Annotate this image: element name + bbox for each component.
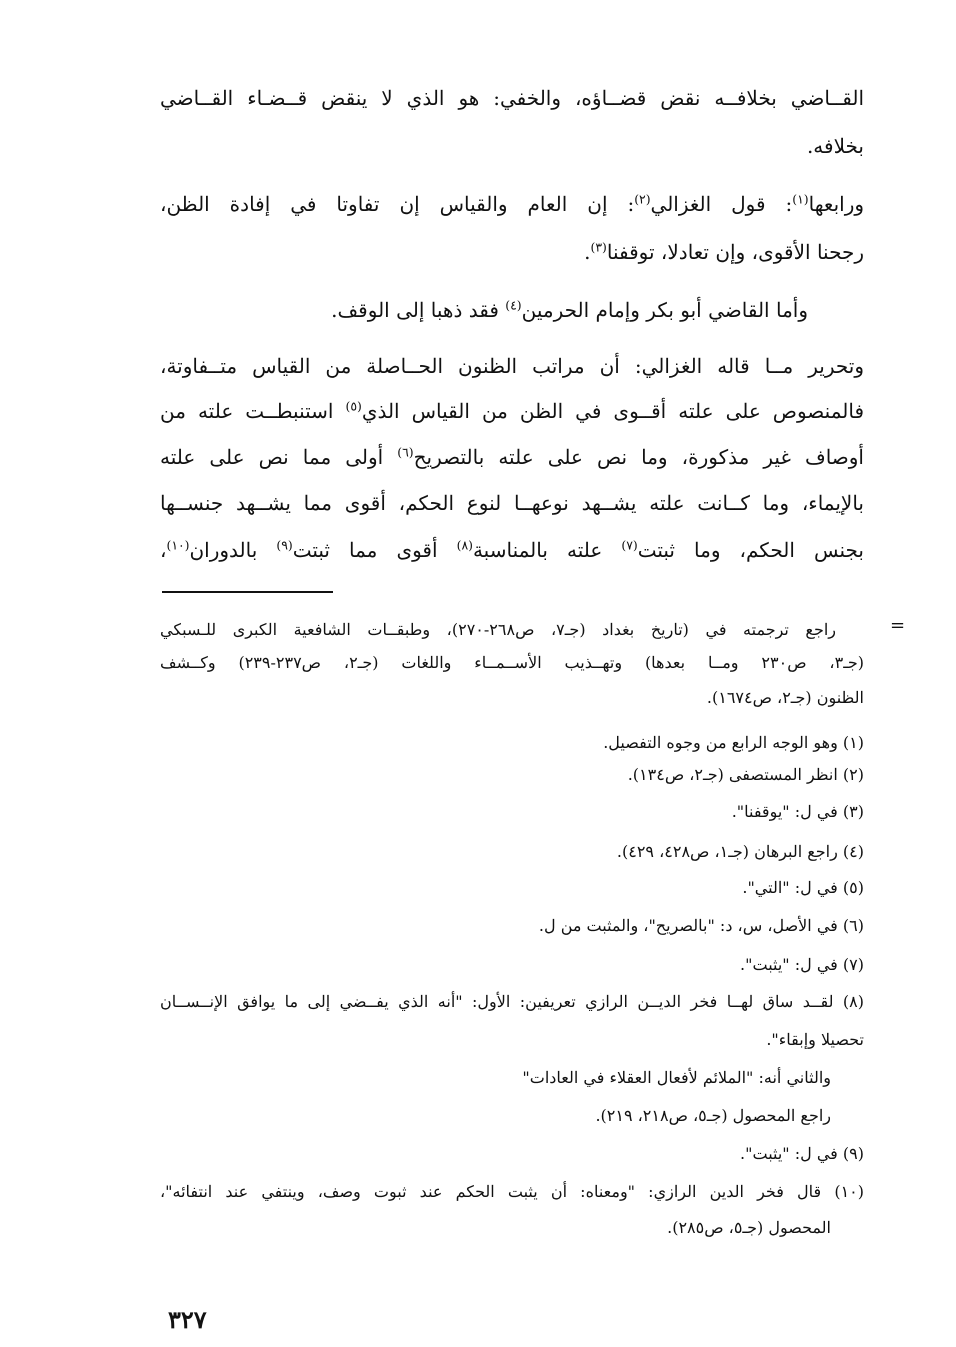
body-line-7: فالمنصوص على علته أقــوى في الظن من القياس الذي$^{(٥)}$ استنبطــت علته من [160,398,864,423]
footnote-ref: (٤) [505,297,522,313]
footnote-9: (٩) في ل: "يثبت". [740,1144,864,1163]
footnote-8: (٨) لقــد ساق لهــا فخر الديــن الرازي تعريفين: الأول: "أنه الذي يفــضي إلى ما يوافق الإنــســان [160,992,864,1011]
footnote-ref: (٢) [634,191,651,207]
footnote-4: (٤) راجع البرهان (جـ١، ص٤٢٨، ٤٢٩). [616,842,864,861]
footnote-line: الظنون (جـ٢، ص١٦٧٤). [706,688,864,707]
body-line-5: وأما القاضي أبو بكر وإمام الحرمين$^{(٤)}$ فقد ذهبا إلى الوقف. [331,297,808,322]
body-line-1: القــاضي بخلافــه نقض قضــاؤه، والخفي: هو الذي لا ينقض قــضـاء القــاضي [160,86,864,110]
footnote-10: (١٠) قال فخر الدين الرازي: "ومعناه: أن يثبت الحكم عند ثبوت وصف، وينتفي عند انتفائه"، [160,1182,864,1201]
body-line-8: أوصاف غير مذكورة، وما نص على علته بالتصريح$^{(٦)}$ أولى مما نص على علته [160,444,864,469]
body-line-6: وتحرير مــا قاله الغزالي: أن مراتب الظنون الحــاصلة من القياس متــفاوتة، [160,354,864,378]
footnote-7: (٧) في ل: "يثبت". [740,955,864,974]
footnote-8-source: راجع المحصول (جـ٥، ص٢١٨، ٢١٩). [595,1106,831,1125]
footnote-ref: (٩) [276,537,293,553]
body-line-4: رجحنا الأقوى، وإن تعادلا، توقفنا$^{(٣)}$. [584,239,864,264]
body-line-9: بالإيماء، وما كــانت علته يشــهد نوعهــا لنوع الحكم، أقوى مما يشــهد جنســها [160,491,864,515]
footnote-1: (١) وهو الوجه الرابع من وجوه التفصيل. [603,733,864,752]
footnote-ref: (٣) [590,239,607,255]
body-line-2: بخلافه. [806,134,864,158]
continuation-mark: = [890,615,906,636]
footnote-line: (جـ٣، ص٢٣٠ ومــا بعدها) وتهــذيب الأســمــاء واللغات (جـ٢، ص٢٣٧-٢٣٩) وكــشف [160,653,864,672]
page-number: ٣٢٧ [168,1305,207,1334]
footnote-ref: (٧) [621,537,638,553]
footnote-ref: (٥) [345,398,362,414]
body-line-3: ورابعها$^{(١)}$: قول الغزالي$^{(٢)}$: إن العام والقياس إن تفاوتا في إفادة الظن، [160,191,864,216]
body-line-10: بجنس الحكم، وما ثبتت$^{(٧)}$ علته بالمناسبة$^{(٨)}$ أقوى مما ثبتت$^{(٩)}$ بالدوران$^{(١٠)}$، [160,537,864,562]
footnote-8-second: والثاني أنه: "الملائم لأفعال العقلاء في العادات" [522,1068,831,1087]
footnote-ref: (٨) [456,537,473,553]
footnote-ref: (٦) [397,444,414,460]
footnote-8-continued: تحصيلا وإبقاء". [766,1030,864,1049]
footnote-10-source: المحصول (جـ٥، ص٢٨٥). [667,1218,831,1237]
footnote-ref: (١٠) [166,537,190,553]
footnote-line: راجع ترجمته في (تاريخ بغداد (جـ٧، ص٢٦٨-٢٧٠)، وطبقــات الشافعية الكبرى للـسبكي [160,620,836,639]
footnote-ref: (١) [792,191,809,207]
footnote-6: (٦) في الأصل، س، د: "بالصريح"، والمثبت من ل. [538,916,864,935]
footnote-2: (٢) انظر المستصفى (جـ٢، ص١٣٤). [627,765,864,784]
footnote-separator [162,591,333,593]
footnote-5: (٥) في ل: "التي". [742,878,864,897]
footnote-3: (٣) في ل: "يوقفنا". [731,802,864,821]
